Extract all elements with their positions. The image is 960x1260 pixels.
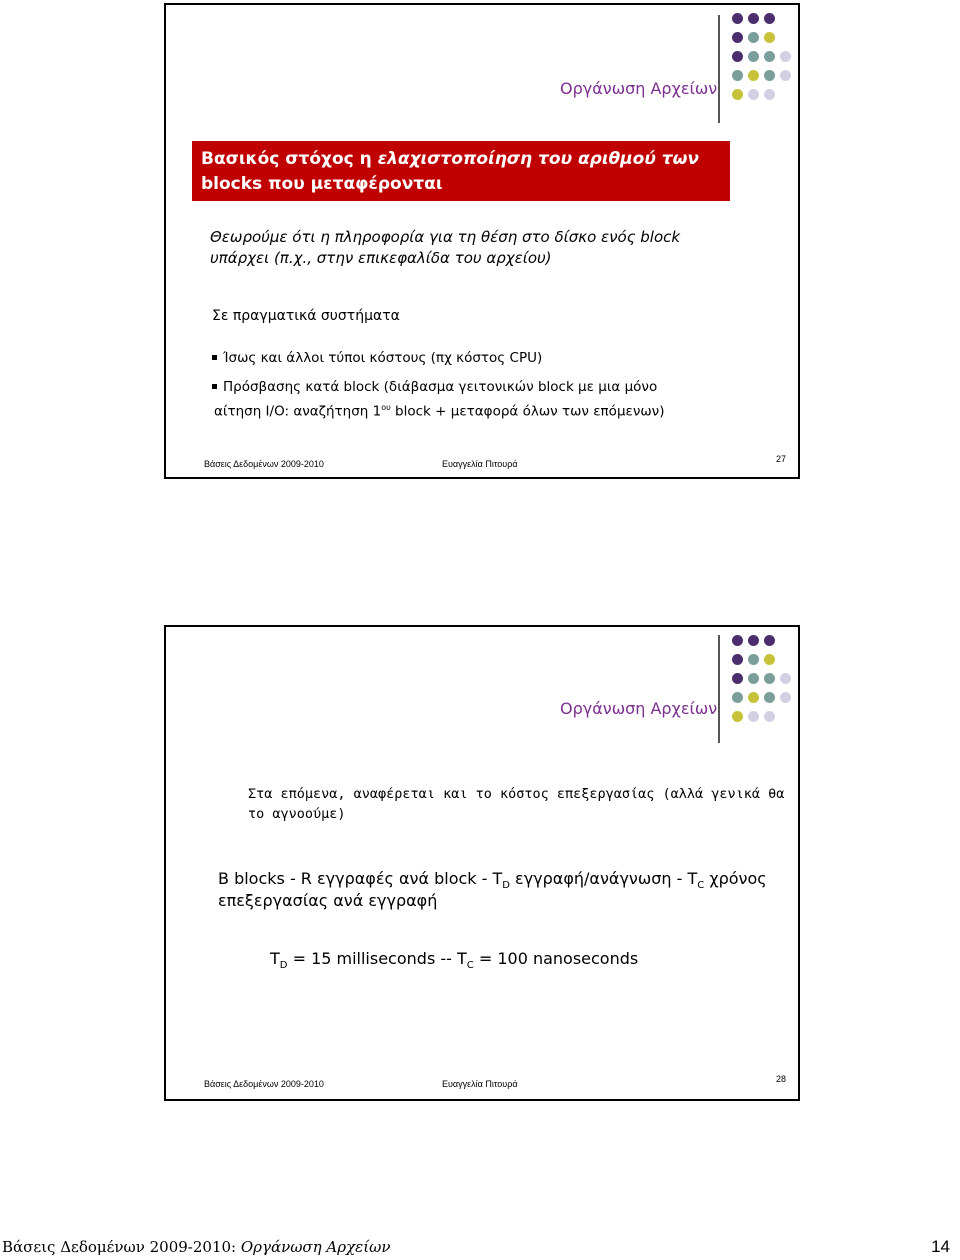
highlight-text-a: Βασικός στόχος η [201, 149, 378, 169]
decorative-dot [732, 692, 743, 703]
decorative-dot [764, 89, 775, 100]
decorative-dot [780, 51, 791, 62]
subscript-d: D [279, 960, 288, 972]
blocks-text-a: B blocks - R εγγραφές ανά block - T [218, 869, 503, 888]
decorative-dot [764, 635, 775, 646]
tc-value: = 100 nanoseconds [473, 949, 639, 968]
page-footer-course: Βάσεις Δεδομένων 2009-2010: [2, 1238, 241, 1256]
decorative-dot [748, 51, 759, 62]
decorative-dot [748, 711, 759, 722]
subscript-d: D [502, 880, 510, 892]
decorative-dot [732, 51, 743, 62]
decorative-dot [732, 13, 743, 24]
decorative-dot [732, 70, 743, 81]
decorative-dot [764, 32, 775, 43]
highlight-text-line2: blocks που μεταφέρονται [201, 174, 443, 194]
slide-number: 28 [776, 1074, 787, 1084]
timing-values [270, 948, 638, 977]
td-label: T [270, 949, 280, 968]
decorative-dot [764, 711, 775, 722]
title-divider-line [718, 15, 720, 123]
decorative-dot [764, 51, 775, 62]
bullet-item [212, 378, 657, 397]
decorative-dot [780, 673, 791, 684]
decorative-dot [748, 692, 759, 703]
blocks-text-b: εγγραφή/ανάγνωση - T [509, 869, 698, 888]
subscript-c: C [697, 880, 705, 892]
bullet-cont-a: αίτηση I/O: αναζήτηση 1 [214, 403, 382, 420]
page-footer [2, 1238, 390, 1256]
slide-27 [164, 3, 800, 479]
decorative-dot [732, 32, 743, 43]
bullet-text: Ίσως και άλλοι τύποι κόστους (πχ κόστος CPU) [223, 350, 543, 366]
processing-cost-line-1: Στα επόμενα, αναφέρεται και το κόστος επεξεργασίας (αλλά γενικά θα [248, 786, 785, 802]
decorative-dots-icon [732, 13, 798, 119]
page-number: 14 [931, 1237, 950, 1256]
bullet-cont-b: block + μεταφορά όλων των επόμενων) [390, 403, 665, 420]
slide-28 [164, 625, 800, 1101]
decorative-dot [748, 89, 759, 100]
blocks-text-c: χρόνος [704, 869, 767, 888]
bullet-continuation [214, 398, 664, 422]
subscript-c: C [466, 960, 474, 972]
footer-course: Βάσεις Δεδομένων 2009-2010 [204, 1079, 324, 1089]
bullet-text: Πρόσβασης κατά block (διάβασμα γειτονικών block με μια μόνο [223, 379, 658, 395]
slide-number: 27 [776, 454, 787, 464]
decorative-dot [732, 89, 743, 100]
footer-author: Ευαγγελία Πιτουρά [442, 459, 518, 469]
blocks-definition-line2: επεξεργασίας ανά εγγραφή [218, 891, 438, 910]
slide-title: Οργάνωση Αρχείων [560, 79, 718, 98]
superscript: ου [381, 403, 391, 412]
decorative-dot [748, 13, 759, 24]
decorative-dot [748, 654, 759, 665]
decorative-dot [748, 32, 759, 43]
decorative-dots-icon [732, 635, 798, 741]
intro-line-1: Θεωρούμε ότι η πληροφορία για τη θέση στο δίσκο ενός block [210, 228, 681, 246]
processing-cost-line-2: το αγνοούμε) [248, 806, 346, 822]
td-value: = 15 milliseconds -- T [287, 949, 467, 968]
decorative-dot [764, 692, 775, 703]
bullet-item [212, 349, 542, 368]
footer-course: Βάσεις Δεδομένων 2009-2010 [204, 459, 324, 469]
page-footer-topic: Οργάνωση Αρχείων [240, 1238, 391, 1256]
title-divider-line [718, 635, 720, 743]
decorative-dot [732, 673, 743, 684]
decorative-dot [780, 692, 791, 703]
decorative-dot [780, 70, 791, 81]
decorative-dot [764, 13, 775, 24]
slide-title: Οργάνωση Αρχείων [560, 699, 718, 718]
decorative-dot [764, 654, 775, 665]
decorative-dot [732, 635, 743, 646]
decorative-dot [732, 654, 743, 665]
decorative-dot [748, 635, 759, 646]
highlight-text-italic: ελαχιστοποίηση του αριθμού των [377, 149, 699, 169]
decorative-dot [764, 673, 775, 684]
footer-author: Ευαγγελία Πιτουρά [442, 1079, 518, 1089]
bullet-square-icon [212, 355, 217, 360]
decorative-dot [748, 673, 759, 684]
highlight-box [192, 141, 730, 201]
decorative-dot [748, 70, 759, 81]
real-systems-heading: Σε πραγματικά συστήματα [212, 308, 400, 324]
decorative-dot [732, 711, 743, 722]
decorative-dot [764, 70, 775, 81]
bullet-square-icon [212, 384, 217, 389]
intro-line-2: υπάρχει (π.χ., στην επικεφαλίδα του αρχείου) [210, 249, 552, 267]
